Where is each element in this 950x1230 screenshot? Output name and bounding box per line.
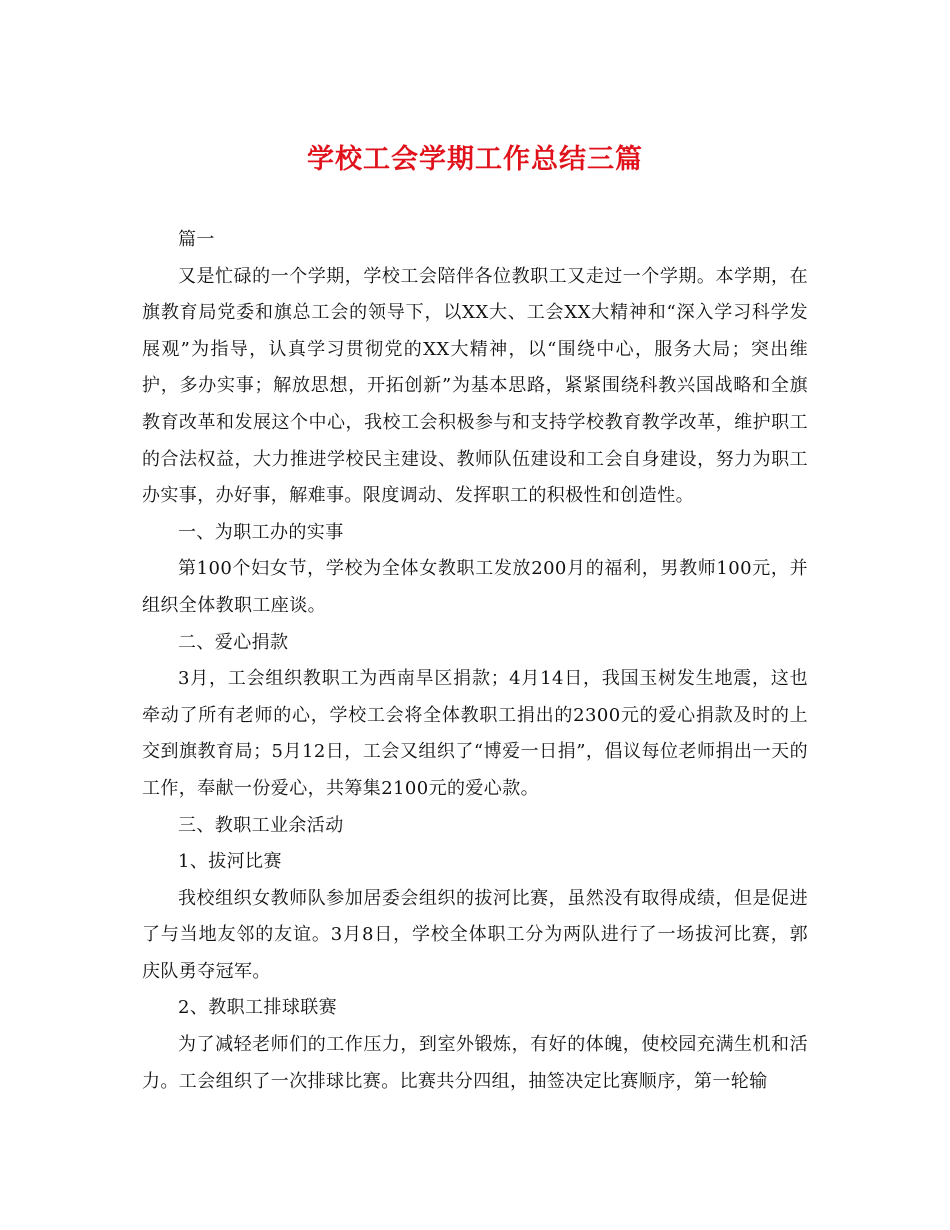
document-body	[142, 222, 808, 1100]
womens-day-paragraph: 第100个妇女节，学校为全体女教职工发放200月的福利，男教师100元，并组织全体教职工座谈。	[142, 558, 808, 616]
section-heading-practical-matters: 一、为职工办的实事	[178, 521, 344, 543]
tug-of-war-paragraph: 我校组织女教师队参加居委会组织的拔河比赛，虽然没有取得成绩，但是促进了与当地友邻的友谊。3月8日，学校全体职工分为两队进行了一场拔河比赛，郭庆队勇夺冠军。	[142, 887, 808, 982]
intro-paragraph: 又是忙碌的一个学期，学校工会陪伴各位教职工又走过一个学期。本学期，在旗教育局党委和旗总工会的领导下，以XX大、工会XX大精神和“深入学习科学发展观”为指导，认真学习贯彻党的XX大精神，以“围绕中心，服务大局；突出维护，多办实事；解放思想，开拓创新”为基本思路，紧紧围绕科教兴国战略和全旗教育改革和发展这个中心，我校工会积极参与和支持学校教育教学改革，维护职工的合法权益，大力推进学校民主建设、教师队伍建设和工会自身建设，努力为职工办实事，办好事，解难事。限度调动、发挥职工的积极性和创造性。	[142, 265, 808, 507]
donations-paragraph: 3月，工会组织教职工为西南旱区捐款；4月14日，我国玉树发生地震，这也牵动了所有老师的心，学校工会将全体教职工捐出的2300元的爱心捐款及时的上交到旗教育局；5月12日，工会又组织了“博爱一日捐”，倡议每位老师捐出一天的工作，奉献一份爱心，共筹集2100元的爱心款。	[142, 668, 808, 799]
subheading-tug-of-war: 1、拔河比赛	[178, 851, 282, 873]
section-heading-part-one: 篇一	[178, 229, 215, 250]
document-title: 学校工会学期工作总结三篇	[307, 144, 643, 175]
volleyball-paragraph: 为了减轻老师们的工作压力，到室外锻炼，有好的体魄，使校园充满生机和活力。工会组织了一次排球比赛。比赛共分四组，抽签决定比赛顺序，第一轮输	[142, 1034, 808, 1092]
section-heading-activities: 三、教职工业余活动	[178, 814, 344, 836]
subheading-volleyball: 2、教职工排球联赛	[178, 997, 338, 1019]
section-heading-donations: 二、爱心捐款	[178, 631, 289, 653]
